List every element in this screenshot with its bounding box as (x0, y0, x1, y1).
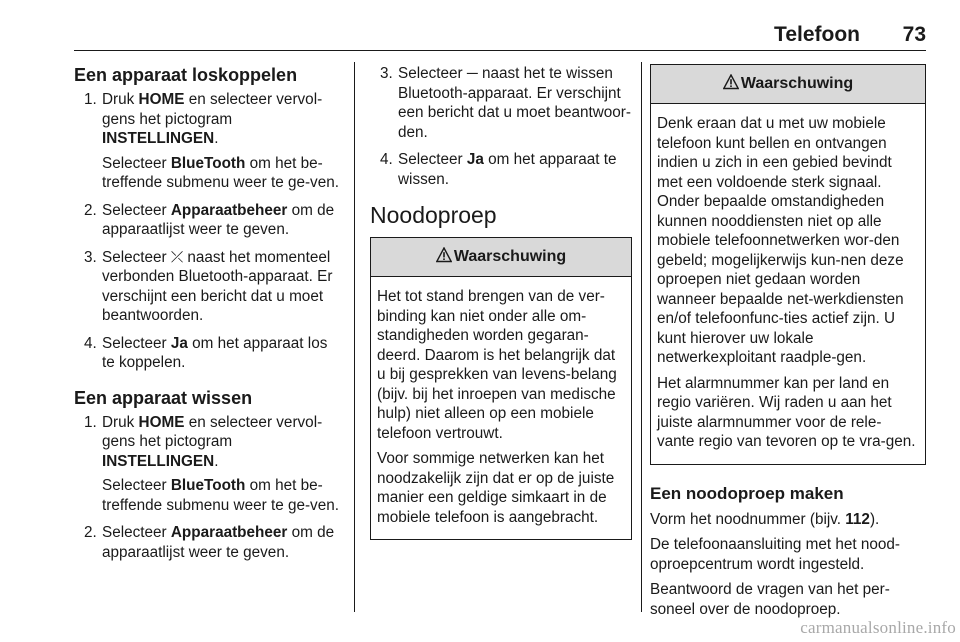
list-item: 2. Selecteer Apparaatbeheer om de apparaatlijst weer te geven. (84, 201, 335, 238)
page-header-title: Telefoon (774, 23, 860, 46)
column-divider-left (354, 62, 355, 612)
body-paragraph: Vorm het noodnummer (bijv. 112). (650, 510, 880, 528)
warning-header (371, 238, 631, 277)
page-number: 73 (902, 23, 926, 46)
bold-term: INSTELLINGEN (102, 130, 215, 147)
delete-steps-continued (370, 64, 632, 189)
bold-term: HOME (138, 91, 185, 108)
disconnect-x-icon: ⤫ (170, 248, 184, 266)
warning-body (371, 277, 631, 539)
column-3 (650, 64, 926, 625)
column-2 (370, 64, 632, 540)
bold-term: Apparaatbeheer (170, 524, 288, 541)
disconnect-steps (74, 90, 342, 373)
warning-title: Waarschuwing (740, 75, 854, 92)
bold-term: Ja (170, 334, 188, 352)
header-rule (74, 50, 926, 51)
list-item: 1. Druk HOME en selecteer vervol-gens het pictogram INSTELLINGEN. Selecteer BlueTooth om het be-treffende submenu weer te ge-ven. (74, 90, 342, 193)
body-paragraph: Beantwoord de vragen van het per-soneel over de noodoproep. (650, 581, 890, 618)
warning-paragraph: Het tot stand brengen van de ver-binding kan niet onder alle om-standigheden worden gegaran-deerd. Daarom is het belangrijk dat u bij gesprekken van levens-belang (bijv. bij het inroepen van medische hulp) niet alleen op een mobiele telefoon vertrouwt. (377, 288, 617, 442)
section-heading-delete: Een apparaat wissen (74, 387, 253, 408)
list-item: 4. Selecteer Ja om het apparaat los te koppelen. (84, 334, 328, 371)
warning-paragraph: Denk eraan dat u met uw mobiele telefoon kunt bellen en ontvangen indien u zich in een gebied bevindt met een voldoende sterk signaal. Onder bepaalde omstandigheden kunnen nooddiensten niet op alle mobiele telefoonnetwerken wor-den gebeld; mogelijkerwijs kun-nen deze oproepen niet gedaan worden wanneer bepaalde net-werkdiensten en/of telefoonfunc-ties actief zijn. U kunt hierover uw lokale netwerkexploitant raadple-gen. (657, 115, 904, 366)
step-subparagraph: Selecteer BlueTooth om het be-treffende submenu weer te ge-ven. (102, 477, 339, 514)
warning-box (650, 64, 926, 465)
body-paragraph: De telefoonaansluiting met het nood-oproepcentrum wordt ingesteld. (650, 536, 901, 573)
bold-term: INSTELLINGEN (102, 452, 215, 470)
section-heading-disconnect: Een apparaat loskoppelen (74, 65, 298, 85)
warning-triangle-icon (723, 74, 739, 90)
bold-term: HOME (138, 413, 185, 431)
watermark: carmanualsonline.info (800, 618, 956, 637)
warning-title: Waarschuwing (453, 248, 567, 265)
bold-term: Ja (466, 151, 484, 168)
list-item: 3. Selecteer ⤫ naast het momenteel verbonden Bluetooth-apparaat. Er verschijnt een bericht dat u moet beantwoorden. (84, 248, 333, 324)
warning-header (651, 65, 925, 104)
warning-paragraph: Het alarmnummer kan per land en regio variëren. Wij raden u aan het juiste alarmnummer voor de rele-vante regio van tevoren op te vra-gen. (657, 374, 916, 450)
list-item: 4. Selecteer Ja om het apparaat te wissen. (380, 151, 617, 188)
section-heading-make-call: Een noodoproep maken (650, 483, 844, 503)
emergency-number: 112 (845, 510, 870, 528)
list-item: 2. Selecteer Apparaatbeheer om de apparaatlijst weer te geven. (84, 524, 335, 561)
section-heading-noodoproep: Noodoproep (370, 202, 497, 228)
warning-paragraph: Voor sommige netwerken kan het noodzakelijk zijn dat er op de juiste manier een geldige simkaart in de mobiele telefoon is aangebracht. (377, 450, 615, 526)
column-1 (74, 64, 342, 570)
warning-triangle-icon (436, 247, 452, 263)
list-item: 3. Selecteer ─ naast het te wissen Bluetooth-apparaat. Er verschijnt een bericht dat u moet beantwoor-den. (380, 65, 631, 141)
step-subparagraph: Selecteer BlueTooth om het be-treffende submenu weer te ge-ven. (102, 154, 339, 191)
bold-term: Apparaatbeheer (170, 201, 288, 219)
warning-body (651, 104, 925, 464)
list-item: 1. Druk HOME en selecteer vervol-gens het pictogram INSTELLINGEN. Selecteer BlueTooth om het be-treffende submenu weer te ge-ven. (74, 413, 342, 516)
delete-steps (74, 413, 342, 563)
warning-box (370, 237, 632, 540)
minus-icon: ─ (466, 65, 478, 82)
column-divider-right (641, 62, 642, 612)
